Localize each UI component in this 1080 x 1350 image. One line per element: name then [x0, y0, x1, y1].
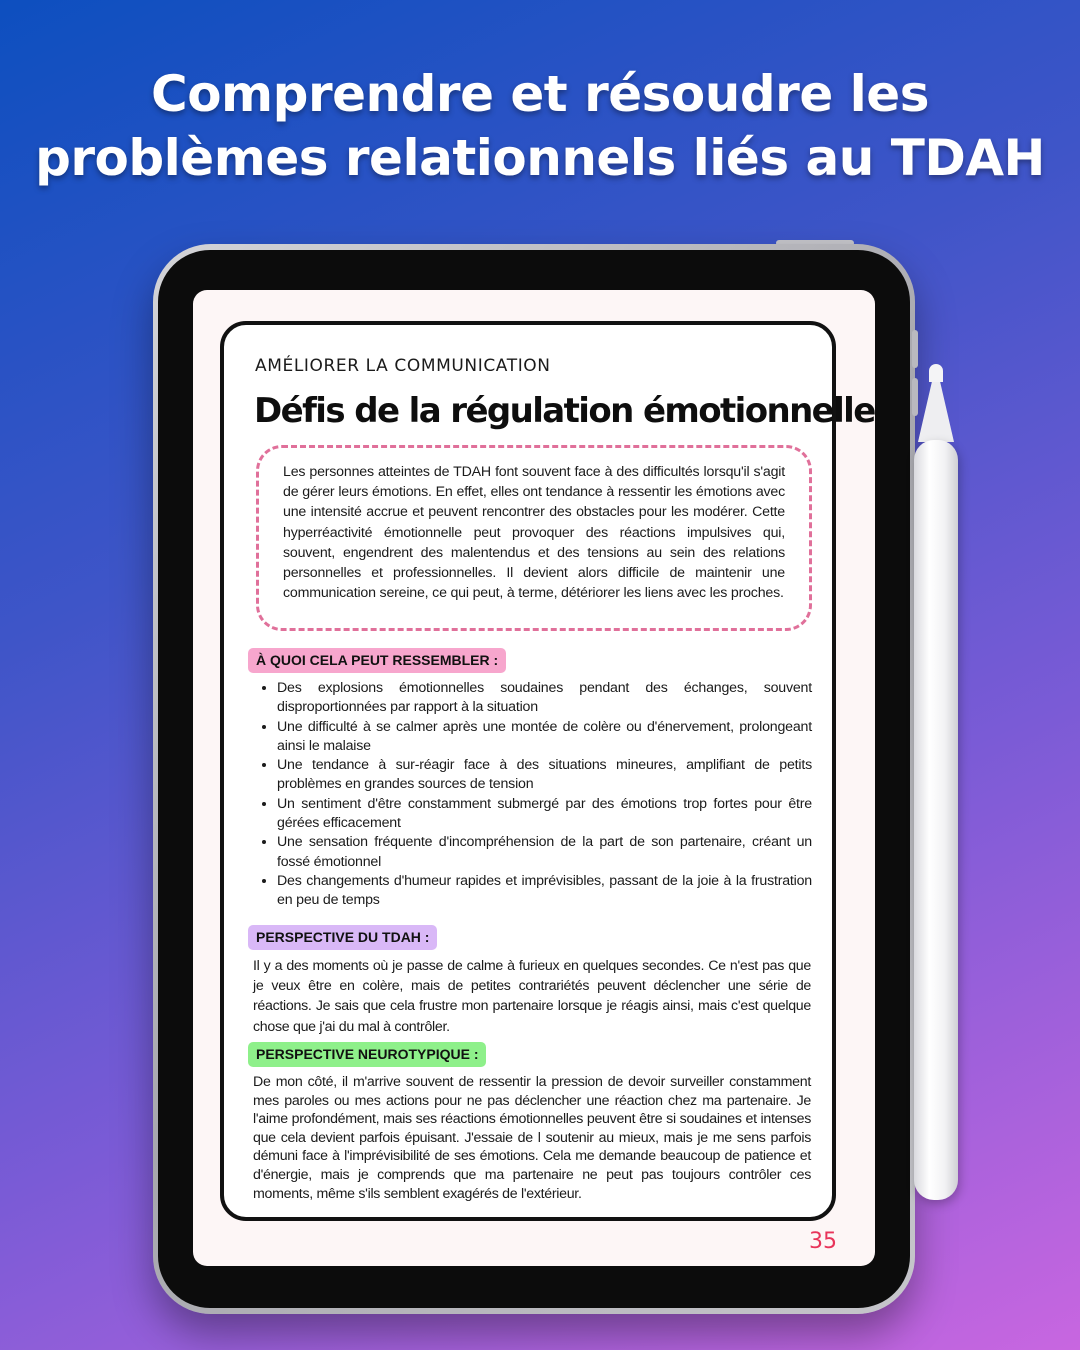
stylus-pen-icon — [914, 440, 958, 1200]
page-card — [220, 321, 875, 1221]
headline-line-2: problèmes relationnels liés au TDAH — [35, 129, 1045, 187]
section-kicker: AMÉLIORER LA COMMUNICATION — [255, 356, 551, 376]
list-item: • Un sentiment d'être constamment submergé par des émotions trop fortes pour être gérées efficacement — [277, 795, 812, 834]
intro-text: Les personnes atteintes de TDAH font souvent face à des difficultés lorsqu'il s'agit de gérer leurs émotions. En effet, elles ont tendance à ressentir les émotions avec une intensité accrue et peuvent rencontrer des obstacles pour les modérer. Cette hyperréactivité émotionnelle peut provoquer des réactions impulsives qui, souvent, engendrent des malentendus et des tensions au sein des relations personnelles et professionnelles. Il devient alors difficile de maintenir une communication sereine, ce qui peut, à terme, détériorer les liens avec les proches. — [283, 464, 785, 602]
stylus-nib — [929, 364, 943, 382]
page-title: Défis de la régulation émotionnelle — [254, 391, 875, 431]
list-item: • Une tendance à sur-réagir face à des situations mineures, amplifiant de petits problèmes en grandes sources de tension — [277, 756, 812, 795]
list-item: • Des changements d'humeur rapides et imprévisibles, passant de la joie à la frustration en peu de temps — [277, 872, 812, 911]
list-item: • Une difficulté à se calmer après une montée de colère ou d'énervement, prolongeant ainsi le malaise — [277, 718, 812, 757]
neurotypical-perspective-text: De mon côté, il m'arrive souvent de ressentir la pression de devoir surveiller constamment mes paroles ou mes actions pour ne pas déclencher une réaction chez ma partenaire. Je l'aime profondément, mais ses réactions émotionnelles peuvent être si soudaines et intenses que cela devient parfois épuisant. J'essaie de l soutenir au mieux, mais je me sens parfois démuni face à l'imprévisibilité de ses émotions. Cela me demande beaucoup de patience et d'énergie, mais je comprends que ma partenaire ne peut pas toujours contrôler ces moments, même s'ils semblent exagérés de l'extérieur. — [253, 1074, 811, 1202]
list-item: • Une sensation fréquente d'incompréhension de la part de son partenaire, créant un fossé émotionnel — [277, 833, 812, 872]
promo-headline — [0, 62, 1080, 190]
label-neurotypical-perspective: PERSPECTIVE NEUROTYPIQUE : — [248, 1042, 486, 1067]
headline-line-1: Comprendre et résoudre les — [151, 65, 929, 123]
label-what-it-looks-like: À QUOI CELA PEUT RESSEMBLER : — [248, 648, 506, 673]
intro-box — [256, 445, 812, 631]
list-item: • Des explosions émotionnelles soudaines pendant des échanges, souvent disproportionnées par rapport à la situation — [277, 679, 812, 718]
label-adhd-perspective: PERSPECTIVE DU TDAH : — [248, 925, 437, 950]
symptoms-list — [246, 679, 812, 911]
adhd-perspective-text: Il y a des moments où je passe de calme à furieux en quelques secondes. Ce n'est pas que je veux être en colère, mais de petites contrariétés peuvent déclencher une série de réactions. Je sais que cela frustre mon partenaire lorsque je réagis ainsi, mais c'est quelque chose que j'ai du mal à contrôler. — [253, 958, 811, 1035]
page-number: 35 — [809, 1229, 837, 1254]
tablet-screen — [193, 290, 875, 1266]
tablet-volume-up-button — [912, 330, 918, 368]
